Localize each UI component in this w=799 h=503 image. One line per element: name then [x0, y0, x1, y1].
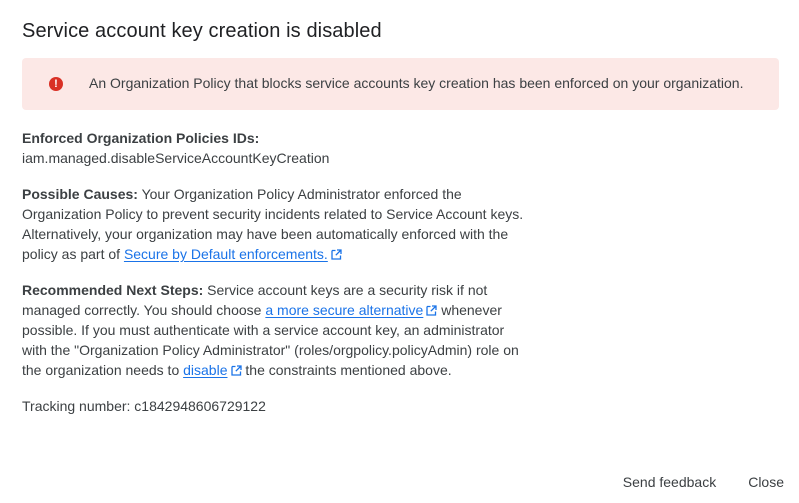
disable-link[interactable]: disable [183, 362, 228, 378]
causes-section [22, 184, 532, 264]
secure-by-default-link[interactable]: Secure by Default enforcements. [123, 246, 328, 262]
policies-value: iam.managed.disableServiceAccountKeyCreation [22, 150, 330, 166]
external-link-icon [331, 249, 342, 260]
dialog-content [22, 128, 532, 432]
tracking-number: Tracking number: c1842948606729122 [22, 398, 266, 414]
next-steps-text-3: the constraints mentioned above. [241, 362, 452, 378]
causes-label: Possible Causes: [22, 186, 138, 202]
next-steps-section [22, 280, 532, 380]
secure-alternative-link[interactable]: a more secure alternative [265, 302, 424, 318]
dialog-footer [623, 472, 784, 492]
dialog-title: Service account key creation is disabled [22, 20, 382, 42]
error-banner [22, 58, 779, 110]
error-icon: ! [49, 77, 63, 91]
causes-text: Your Organization Policy Administrator enforced the Organization Policy to prevent security incidents related to Service Account keys. Alternatively, your organization may have been automatically enforced with the policy as part of [22, 186, 524, 262]
next-steps-text-2: whenever possible. If you must authenticate with a service account key, an administrator with the "Organization Policy Administrator" (roles/orgpolicy.policyAdmin) role on the organization needs to [22, 302, 519, 378]
send-feedback-button[interactable]: Send feedback [622, 474, 717, 490]
banner-text: An Organization Policy that blocks service accounts key creation has been enforced on your organization. [89, 75, 744, 91]
policies-label: Enforced Organization Policies IDs: [22, 130, 260, 146]
external-link-icon [426, 305, 437, 316]
external-link-icon [231, 365, 242, 376]
next-steps-text-1: Service account keys are a security risk if not managed correctly. You should choose [22, 282, 488, 318]
next-steps-label: Recommended Next Steps: [22, 282, 204, 298]
policies-section [22, 128, 532, 168]
close-button[interactable]: Close [748, 474, 784, 490]
